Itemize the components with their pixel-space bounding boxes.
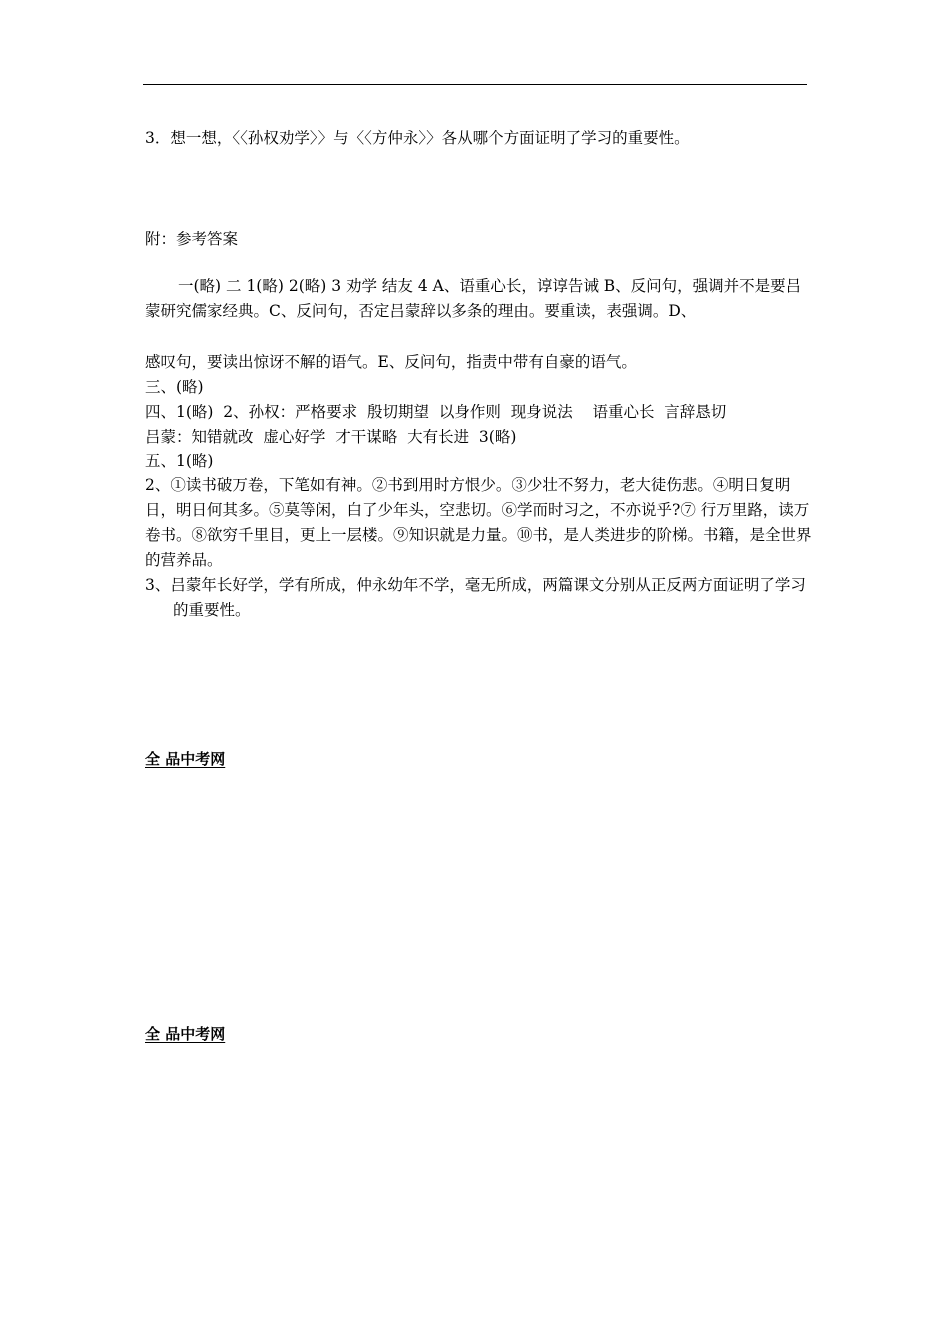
appendix-title: 附：参考答案	[145, 230, 239, 248]
brand-link-1[interactable]: 全 品中考网	[145, 750, 226, 768]
answer-section-4-line-1: 四、1(略) 2、孙权：严格要求 殷切期望 以身作则 现身说法 语重心长 言辞恳切	[145, 403, 727, 421]
answer-section-5: 五、1(略)	[145, 452, 214, 470]
answer-paragraph-1: 一(略) 二 1(略) 2(略) 3 劝学 结友 4 A、语重心长，谆谆告诫 B、反问句，强调并不是要吕蒙研究儒家经典。C、反问句，否定吕蒙辞以多条的理由。要重读，表强调。D、	[145, 277, 802, 320]
question-3: 3．想一想，〈〈孙权劝学〉〉与〈〈方仲永〉〉各从哪个方面证明了学习的重要性。	[145, 129, 690, 147]
answer-paragraph-1-continued: 感叹句，要读出惊讶不解的语气。E、反问句，指责中带有自豪的语气。	[145, 353, 637, 371]
answer-section-3: 三、(略)	[145, 378, 204, 396]
answer-item-2: 2、①读书破万卷，下笔如有神。②书到用时方恨少。③少壮不努力，老大徒伤悲。④明日复明日，明日何其多。⑤莫等闲，白了少年头，空悲切。⑥学而时习之，不亦说乎?⑦ 行万里路，读万卷书。⑧欲穷千里目，更上一层楼。⑨知识就是力量。⑩书，是人类进步的阶梯。书籍，是全世界的营养品。	[145, 476, 812, 569]
answer-section-4-line-2: 吕蒙：知错就改 虚心好学 才干谋略 大有长进 3(略)	[145, 428, 517, 446]
answer-item-3: 3、吕蒙年长好学，学有所成，仲永幼年不学，毫无所成，两篇课文分别从正反两方面证明了学习的重要性。	[145, 576, 806, 619]
header-rule	[143, 84, 807, 85]
brand-link-2[interactable]: 全 品中考网	[145, 1025, 226, 1043]
